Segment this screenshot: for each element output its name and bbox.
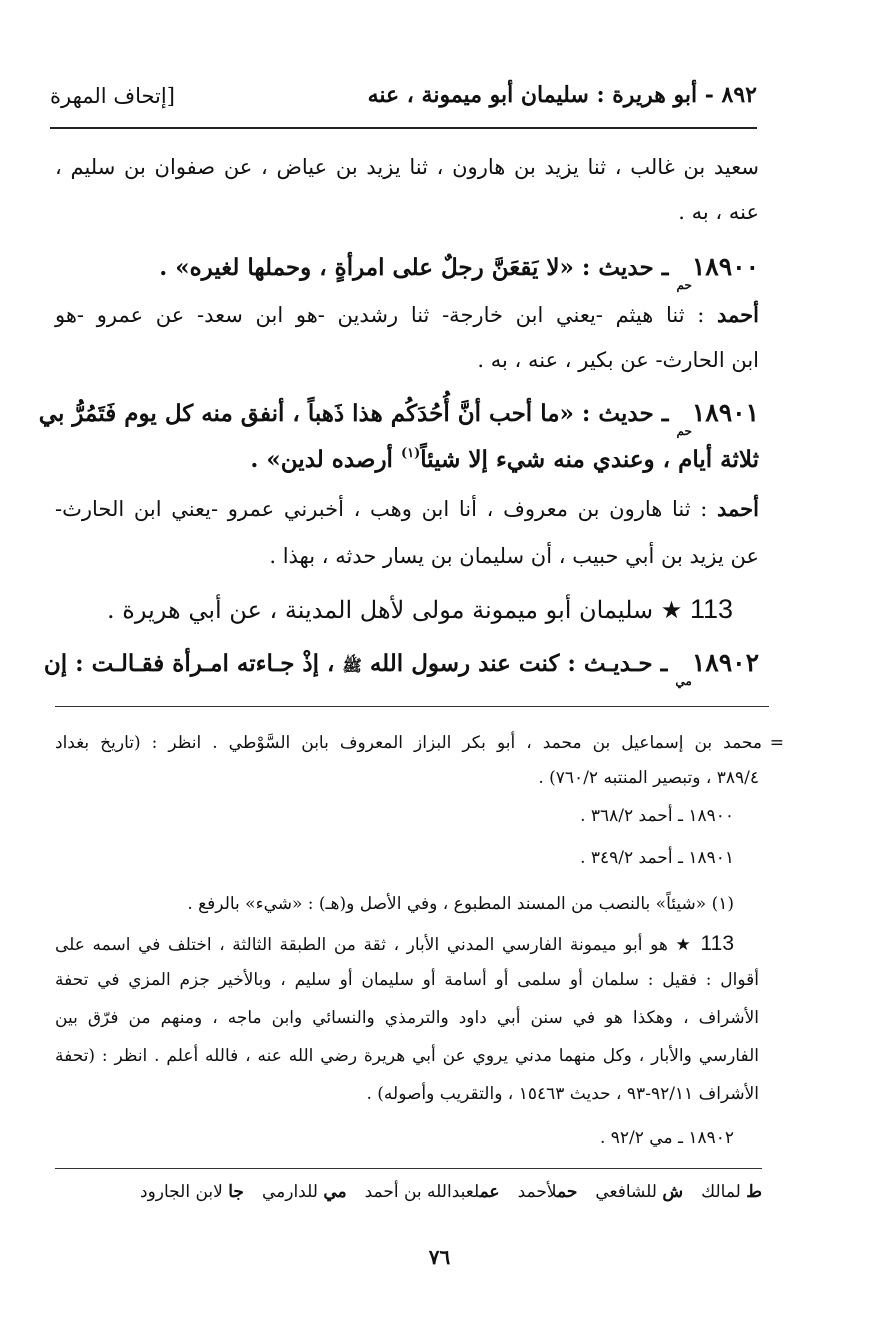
running-header-book: [إتحاف المهرة	[50, 84, 175, 108]
source-siglum: حم	[676, 278, 692, 292]
hadith-text: ـ حديث : «ما أحب أنَّ أُحُدَكُم هذا ذَهباً ، أنفق منه كل يوم فَتَمُرُّ بي	[38, 400, 669, 427]
hadith-text: ـ حديث : «لا يَقعَنَّ رجلٌ على امرأةٍ ، وحملها لغيره» .	[159, 254, 669, 281]
section-113-heading	[55, 594, 733, 625]
section-number: 113	[689, 594, 733, 624]
continuation-mark: =	[769, 733, 784, 753]
header-rule	[50, 127, 757, 129]
text-line: عنه ، به .	[678, 200, 759, 224]
hadith-18902-heading	[43, 648, 759, 688]
hadith-number: ١٨٩٠٠	[691, 252, 759, 281]
footnote-source-18901: ١٨٩٠١ ـ أحمد ٣٤٩/٢ .	[580, 848, 734, 868]
abbreviations-legend	[140, 1182, 762, 1202]
text-line: عن يزيد بن أبي حبيب ، أن سليمان بن يسار حدثه ، بهذا .	[269, 544, 759, 568]
abbreviations-rule	[55, 1168, 762, 1169]
footnote-line: الفارسي والأبار ، وكل منهما مدني يروي عن أبي هريرة رضي الله عنه ، فالله أعلم . انظر : (تحفة	[55, 1046, 759, 1066]
header-dash: -	[704, 82, 714, 108]
hadith-text-line	[55, 446, 759, 473]
isnad-text: : ثنا هيثم -يعني ابن خارجة- ثنا رشدين -هو ابن سعد- عن عمرو -هو	[55, 303, 705, 327]
footnote-line	[55, 733, 784, 753]
section-title: سليمان أبو ميمونة مولى لأهل المدينة ، عن أبي هريرة .	[107, 596, 654, 624]
abbr-item: عملعبدالله بن أحمد	[364, 1182, 500, 1202]
salutation-glyph: ﷺ	[342, 656, 362, 675]
footnote-line: أقوال : فقيل : سلمان أو سلمى أو أسامة أو سليمان أو سليم ، وبالأخير جزم المزي في تحفة	[55, 970, 759, 990]
hadith-18901-heading	[38, 398, 759, 438]
page-number: ٧٦	[428, 1245, 451, 1269]
footnote-source-18900: ١٨٩٠٠ ـ أحمد ٣٦٨/٢ .	[580, 806, 734, 826]
isnad-text: : ثنا هارون بن معروف ، أنا ابن وهب ، أخبرني عمرو -يعني ابن الحارث-	[55, 497, 708, 521]
hadith-text: ، إذْ جـاءته امـرأة فقـالـت : إن	[43, 650, 335, 677]
hadith-text: ـ حـديـث : كنت عند رسول الله	[369, 650, 668, 677]
hadith-18900-heading	[55, 252, 759, 292]
section-number: 113	[700, 932, 734, 955]
text-line: سعيد بن غالب ، ثنا يزيد بن هارون ، ثنا يزيد بن عياض ، عن صفوان بن سليم ،	[55, 155, 759, 179]
abbr-item: مي للدارمي	[261, 1182, 347, 1202]
footnote-source-18902: ١٨٩٠٢ ـ مي ٩٢/٢ .	[599, 1128, 734, 1148]
footnote-113-line	[55, 932, 734, 956]
star-icon: ★	[660, 596, 683, 624]
abbr-item: حملأحمد	[517, 1182, 578, 1202]
footnote-ref: (١)	[400, 446, 421, 461]
running-header-title	[368, 82, 757, 108]
hadith-text: أرصده لدين» .	[250, 446, 393, 473]
footnote-rule	[55, 706, 769, 707]
footnote-line: الأشراف ، وهكذا هو في سنن أبي داود والترمذي والنسائي وابن ماجه ، ومنهم من فرّق بين	[55, 1008, 759, 1028]
isnad-line	[55, 302, 759, 327]
footnote-line: ٣٨٩/٤ ، وتبصير المنتبه ٧٦٠/٢) .	[538, 768, 759, 788]
footnote-text: هو أبو ميمونة الفارسي المدني الأبار ، ثقة من الطبقة الثالثة ، اختلف في اسمه على	[55, 935, 668, 955]
narrator-name: أحمد	[717, 496, 759, 521]
source-siglum: حم	[676, 424, 692, 438]
narrator-name: أحمد	[717, 302, 759, 327]
abbr-item: جا لابن الجارود	[140, 1182, 244, 1202]
text-line: ابن الحارث- عن بكير ، عنه ، به .	[477, 348, 759, 372]
abbr-item: ط لمالك	[701, 1182, 762, 1202]
header-page-number: ٨٩٢	[721, 82, 757, 108]
footnote-1: (١) «شيئاً» بالنصب من المسند المطبوع ، وفي الأصل و(هـ) : «شيء» بالرفع .	[187, 894, 734, 914]
isnad-line	[55, 496, 759, 521]
source-siglum: مي	[675, 674, 692, 688]
star-icon: ★	[675, 935, 693, 955]
abbr-item: ش للشافعي	[595, 1182, 684, 1202]
header-section-title: أبو هريرة : سليمان أبو ميمونة ، عنه	[367, 82, 698, 108]
footnote-text: محمد بن إسماعيل بن محمد ، أبو بكر البزاز المعروف بابن السَّوْطي . انظر : (تاريخ بغداد	[55, 733, 762, 753]
hadith-text: ثلاثة أيام ، وعندي منه شيء إلا شيئاً	[420, 446, 759, 473]
hadith-number: ١٨٩٠١	[691, 398, 759, 427]
footnote-line: الأشراف ٩٢/١١-٩٣ ، حديث ١٥٤٦٣ ، والتقريب وأصوله) .	[366, 1084, 759, 1104]
hadith-number: ١٨٩٠٢	[691, 648, 759, 677]
